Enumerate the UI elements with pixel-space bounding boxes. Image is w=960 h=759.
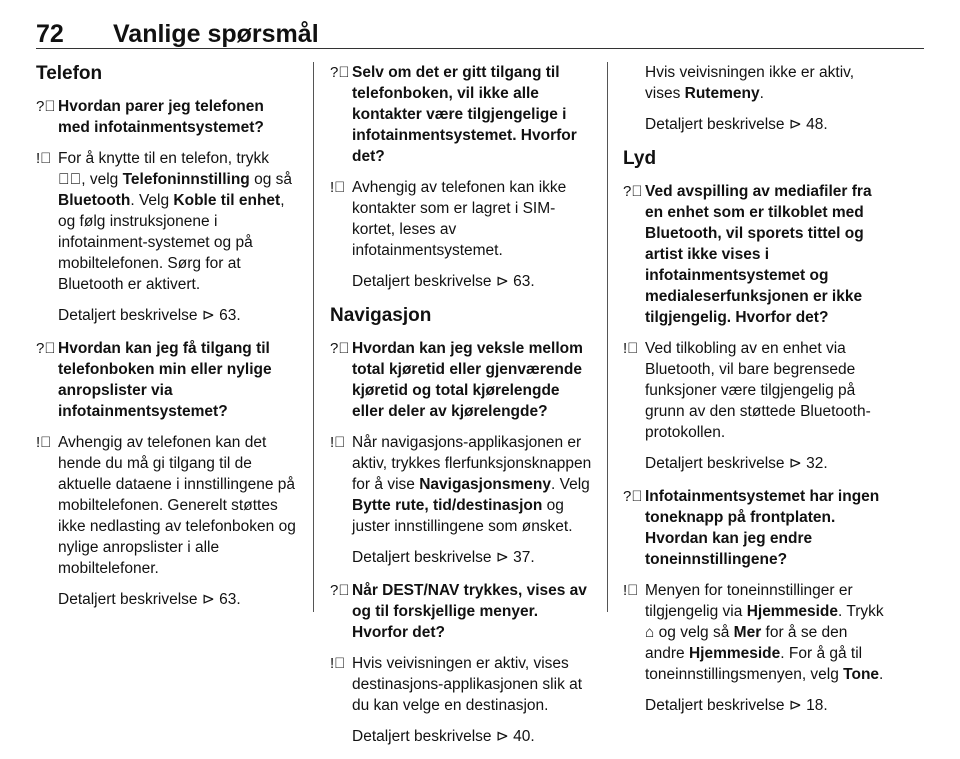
question-text: Hvordan kan jeg få tilgang til telefonboken min eller nylige anropslister via infotainmentsystemet?: [58, 340, 272, 420]
menu-term: Navigasjonsmeny: [419, 476, 552, 493]
answer: [330, 653, 592, 716]
answer-text: For å knytte til en telefon, trykk: [58, 150, 270, 167]
section-heading-navigasjon: Navigasjon: [330, 305, 432, 326]
reference-text: Detaljert beskrivelse ⊳ 37.: [352, 549, 535, 566]
answer: [623, 580, 889, 685]
page-title: Vanlige spørsmål: [113, 20, 319, 48]
question-mark-icon: ?⃝: [330, 340, 350, 357]
reference-text: Detaljert beskrivelse ⊳ 18.: [645, 697, 828, 714]
reference-text: Detaljert beskrivelse ⊳ 32.: [645, 455, 828, 472]
column-1: [36, 62, 298, 622]
question-text: Hvordan parer jeg telefonen med infotainmentsystemet?: [58, 98, 264, 136]
answer-text: , velg: [81, 171, 123, 188]
column-divider: [607, 62, 608, 612]
section-heading-lyd: Lyd: [623, 148, 657, 169]
menu-term: Bytte rute, tid/destinasjon: [352, 497, 543, 514]
question-text: Ved avspilling av mediafiler fra en enhet som er tilkoblet med Bluetooth, vil sporets tittel og artist ikke vises i infotainmentsystemet og medialeserfunksjonen er ikke tilgjengelig. Hvorfor det?: [645, 183, 872, 326]
question: [36, 338, 298, 422]
answer-continuation: [623, 62, 889, 104]
question-text: Selv om det er gitt tilgang til telefonboken, vil ikke alle kontakter være tilgjengelige i infotainmentsystemet. Hvorfor det?: [352, 64, 577, 165]
answer-text: Menyen for toneinnstillinger er tilgjengelig via: [645, 582, 853, 620]
reference-text: Detaljert beskrivelse ⊳ 40.: [352, 728, 535, 745]
answer-text: . Velg: [551, 476, 590, 493]
answer-text: Ved tilkobling av en enhet via Bluetooth, vil bare begrensede funksjoner være tilgjengelig på grunn av den støttede Bluetooth-protokollen.: [645, 340, 871, 441]
answer-text: . For å gå til toneinnstillingsmenyen, velg: [645, 645, 863, 683]
question: [330, 580, 592, 643]
question-mark-icon: ?⃝: [330, 582, 350, 599]
menu-term: Mer: [733, 624, 762, 641]
answer-text: .: [879, 666, 884, 683]
menu-term: Bluetooth: [58, 192, 131, 209]
menu-term: Rutemeny: [684, 85, 760, 102]
exclamation-icon: !⃝: [330, 179, 346, 196]
answer-text: Avhengig av telefonen kan det hende du må gi tilgang til de aktuelle dataene i innstillingene på mobiltelefonen. Generelt støttes ikke nedlasting av telefonboken og nylige anropslister i alle mobiltelefoner.: [58, 434, 296, 577]
answer: [330, 432, 592, 537]
answer-text: .: [759, 85, 764, 102]
menu-term: Hjemmeside: [746, 603, 839, 620]
question: [330, 338, 592, 422]
answer-text: og velg så: [654, 624, 734, 641]
reference-text: Detaljert beskrivelse ⊳ 48.: [645, 116, 828, 133]
answer-text: , og følg instruksjonene i infotainment-systemet og på mobiltelefonen. Sørg for at Bluetooth er aktivert.: [58, 192, 285, 293]
answer: [330, 177, 592, 261]
column-2: [330, 62, 592, 759]
question-text: Når DEST/NAV trykkes, vises av og til forskjellige menyer. Hvorfor det?: [352, 582, 587, 641]
answer-text: og så: [249, 171, 292, 188]
question-mark-icon: ?⃝: [623, 183, 643, 200]
question-mark-icon: ?⃝: [36, 340, 56, 357]
exclamation-icon: !⃝: [36, 150, 52, 167]
menu-term: Telefoninnstilling: [122, 171, 250, 188]
page-header: [36, 0, 924, 50]
answer-text: og juster innstillingene som ønsket.: [352, 497, 573, 535]
phone-icon: ☏⃠: [58, 171, 82, 188]
menu-term: Koble til enhet: [173, 192, 281, 209]
question-mark-icon: ?⃝: [623, 488, 643, 505]
home-icon: ⌂: [645, 624, 655, 641]
answer-text: for å se den andre: [645, 624, 848, 662]
exclamation-icon: !⃝: [330, 434, 346, 451]
question-text: Infotainmentsystemet har ingen toneknapp på frontplaten. Hvordan kan jeg endre toneinnstillingene?: [645, 488, 880, 568]
reference-text: Detaljert beskrivelse ⊳ 63.: [58, 591, 241, 608]
answer-text: Når navigasjons-applikasjonen er aktiv, trykkes flerfunksjonsknappen for å vise: [352, 434, 592, 493]
reference-text: Detaljert beskrivelse ⊳ 63.: [58, 307, 241, 324]
answer-text: Hvis veivisningen er aktiv, vises destinasjons-applikasjonen slik at du kan velge en destinasjon.: [352, 655, 583, 714]
answer-text: . Trykk: [838, 603, 884, 620]
question: [623, 486, 889, 570]
exclamation-icon: !⃝: [623, 582, 639, 599]
menu-term: Hjemmeside: [688, 645, 781, 662]
question: [330, 62, 592, 167]
answer: [36, 148, 298, 295]
answer: [36, 432, 298, 579]
answer: [623, 338, 889, 443]
exclamation-icon: !⃝: [36, 434, 52, 451]
section-heading-telefon: Telefon: [36, 63, 103, 84]
page-number: 72: [36, 20, 64, 48]
answer-text: Avhengig av telefonen kan ikke kontakter som er lagret i SIM-kortet, leses av infotainmentsystemet.: [352, 179, 567, 259]
answer-text: . Velg: [130, 192, 174, 209]
question: [36, 96, 298, 138]
question-mark-icon: ?⃝: [36, 98, 56, 115]
column-divider: [313, 62, 314, 612]
header-rule: [36, 48, 924, 49]
column-3: [623, 62, 889, 728]
answer-text: Hvis veivisningen ikke er aktiv, vises: [645, 64, 855, 102]
menu-term: Tone: [843, 666, 880, 683]
question-mark-icon: ?⃝: [330, 64, 350, 81]
question-text: Hvordan kan jeg veksle mellom total kjøretid eller gjenværende kjøretid og total kjørelengde eller deler av kjørelengde?: [352, 340, 583, 420]
exclamation-icon: !⃝: [330, 655, 346, 672]
exclamation-icon: !⃝: [623, 340, 639, 357]
question: [623, 181, 889, 328]
reference-text: Detaljert beskrivelse ⊳ 63.: [352, 273, 535, 290]
